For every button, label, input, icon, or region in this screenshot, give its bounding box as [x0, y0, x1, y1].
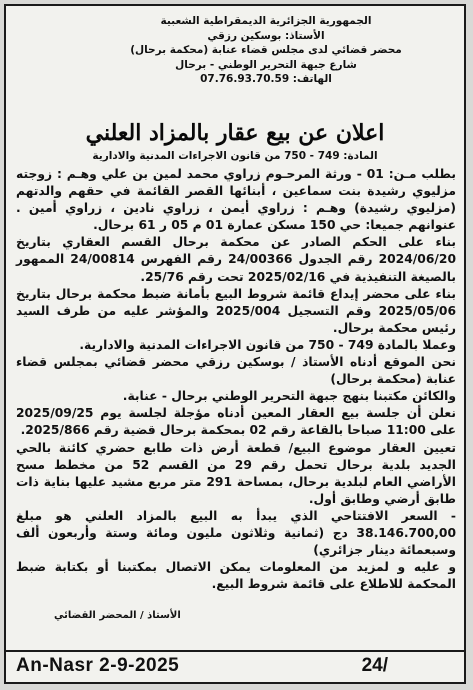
publication-date: An-Nasr 2-9-2025 — [16, 655, 180, 676]
announcement-body — [16, 166, 456, 593]
paragraph-legal-basis: وعملا بالمادة 749 - 750 من قانون الاجراءات المدنية والادارية. — [79, 337, 456, 352]
paragraph-session: نعلن أن جلسة بيع العقار المعين أدناه مؤجلة لجلسة يوم 2025/09/25 على 11:00 صباحا بالقاعة رقم 02 بمحكمة برحال قضية رقم 2025/866. — [16, 406, 456, 438]
paragraph-judgment: بناء على الحكم الصادر عن محكمة برحال القسم العقاري بتاريخ 2024/06/20 رقم الجدول 24/00366 رقم الفهرس 24/00814 الممهور بالصيغة التنفيذية في 2025/02/16 تحت رقم 25/76. — [16, 235, 456, 284]
paragraph-bailiff: نحن الموقع أدناه الأستاذ / بوسكين رزقي محضر قضائي بمجلس قضاء عنابة (محكمة برحال) — [16, 355, 456, 387]
paragraph-contact: و عليه و لمزيد من المعلومات يمكن الاتصال بمكتبنا أو بكتابة ضبط المحكمة للاطلاع على قائمة شروط البيع. — [16, 560, 456, 592]
announcement-page — [4, 4, 466, 684]
paragraph-office-address: والكائن مكتبنا بنهج جبهة التحرير الوطني برحال - عنابة. — [122, 389, 456, 404]
page-number: 24/ — [361, 655, 388, 676]
announcement-title: اعلان عن بيع عقار بالمزاد العلني — [85, 120, 385, 146]
paragraph-requesters: بطلب مـن: 01 - ورثة المرحـوم زراوي محمد لمين بن علي وهـم : زوجته مزليوي رشيدة بنت سماعين ، أبنائها القصر القائمة في حقهم والدتهم (مزليوي رشيدة) وهـم : زراوي أيمن ، زراوي نادين ، زراوي أمين . عنوانهم جميعا: حي 150 مسكن عمارة 01 م 05 ر 61 برحال. — [16, 167, 457, 233]
header-line-address: شارع جبهة التحرير الوطني - برحال — [175, 58, 357, 71]
header-line-court: محضر قضائي لدى مجلس قضاء عنابة (محكمة برحال) — [130, 44, 402, 56]
paragraph-deposit: بناء على محضر إيداع قائمة شروط البيع بأمانة ضبط محكمة برحال بتاريخ 2025/05/06 وقم التسجيل 2025/004 والمؤشر عليه من طرف السيد رئيس محكمة برحال. — [16, 286, 456, 335]
bailiff-header — [86, 14, 446, 87]
header-line-phone: الهاتف: 07.76.93.70.59 — [200, 73, 332, 85]
announcement-subtitle: المادة: 749 - 750 من قانون الاجراءات المدنية والادارية — [92, 150, 378, 162]
header-line-bailiff-name: الأستاذ: بوسكين رزقي — [207, 29, 325, 42]
signature-label: الأستاذ / المحضر القضائي — [54, 610, 181, 621]
header-line-republic: الجمهورية الجزائرية الديمقراطية الشعبية — [160, 15, 372, 27]
paragraph-starting-price: - السعر الافتتاحي الذي يبدأ به البيع بالمزاد العلني هو مبلغ 38.146.700,00 دج (ثمانية وثلاثون مليون ومائة وستة وأربعون ألف وسبعمائة دينار جزائري) — [16, 508, 456, 558]
paragraph-property: تعيين العقار موضوع البيع/ قطعة أرض ذات طابع حضري كائنة بالحي الجديد بلدية برحال تحمل رقم 29 من القسم 52 من مخطط مسح الأراضي العام لبلدية برحال، بمساحة 291 متر مربع مشيد عليها بناية ذات طابق أرضي وطابق أول. — [16, 440, 456, 506]
footer-band — [6, 650, 464, 682]
